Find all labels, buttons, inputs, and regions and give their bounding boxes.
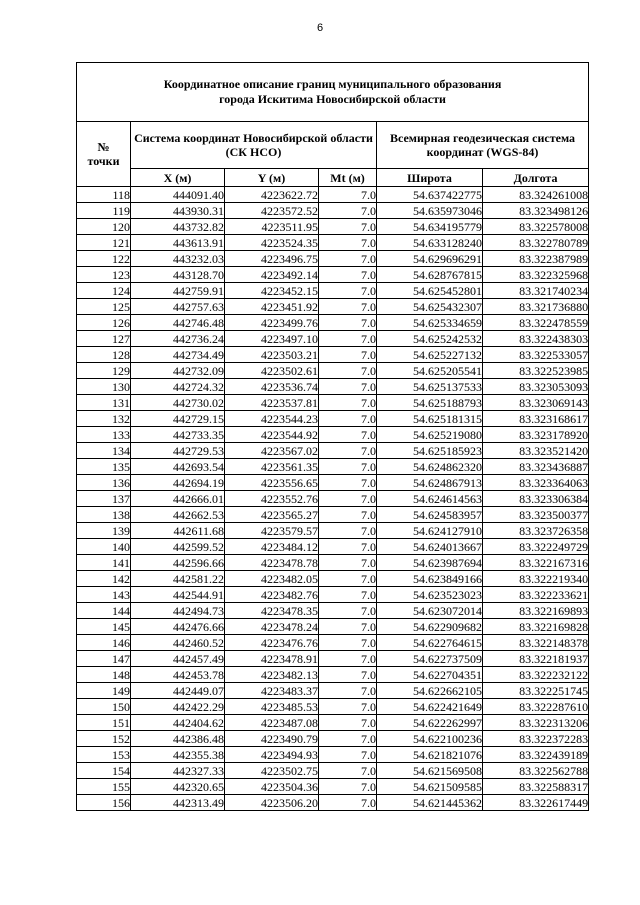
x-cell: 442611.68 [131, 523, 225, 539]
latitude-cell: 54.622909682 [377, 619, 483, 635]
longitude-cell: 83.323436887 [483, 459, 589, 475]
latitude-cell: 54.623523023 [377, 587, 483, 603]
x-cell: 442666.01 [131, 491, 225, 507]
x-cell: 443232.03 [131, 251, 225, 267]
y-cell: 4223478.35 [225, 603, 319, 619]
longitude-cell: 83.322438303 [483, 331, 589, 347]
y-cell: 4223572.52 [225, 203, 319, 219]
latitude-cell: 54.624862320 [377, 459, 483, 475]
table-row [77, 683, 589, 699]
y-cell: 4223506.20 [225, 795, 319, 811]
longitude-cell: 83.323178920 [483, 427, 589, 443]
table-row [77, 667, 589, 683]
latitude-cell: 54.622262997 [377, 715, 483, 731]
point-number-cell: 120 [77, 219, 131, 235]
table-row [77, 475, 589, 491]
latitude-cell: 54.621509585 [377, 779, 483, 795]
table-row [77, 539, 589, 555]
point-number-cell: 121 [77, 235, 131, 251]
longitude-cell: 83.323168617 [483, 411, 589, 427]
point-number-cell: 144 [77, 603, 131, 619]
point-number-cell: 141 [77, 555, 131, 571]
x-cell: 442320.65 [131, 779, 225, 795]
x-cell: 443128.70 [131, 267, 225, 283]
header-point-number-label: точки [87, 154, 120, 168]
latitude-cell: 54.622421649 [377, 699, 483, 715]
y-cell: 4223502.61 [225, 363, 319, 379]
longitude-cell: 83.322578008 [483, 219, 589, 235]
point-number-cell: 118 [77, 187, 131, 203]
mt-cell: 7.0 [319, 747, 377, 763]
mt-cell: 7.0 [319, 555, 377, 571]
x-cell: 442453.78 [131, 667, 225, 683]
x-cell: 442404.62 [131, 715, 225, 731]
x-cell: 442729.53 [131, 443, 225, 459]
y-cell: 4223504.36 [225, 779, 319, 795]
y-cell: 4223556.65 [225, 475, 319, 491]
mt-cell: 7.0 [319, 619, 377, 635]
latitude-cell: 54.622100236 [377, 731, 483, 747]
mt-cell: 7.0 [319, 219, 377, 235]
longitude-cell: 83.323053093 [483, 379, 589, 395]
table-row [77, 731, 589, 747]
x-cell: 443613.91 [131, 235, 225, 251]
point-number-cell: 137 [77, 491, 131, 507]
header-system-nso: Система координат Новосибирской области (СК НСО) [131, 122, 377, 169]
latitude-cell: 54.625432307 [377, 299, 483, 315]
table-row [77, 619, 589, 635]
longitude-cell: 83.322249729 [483, 539, 589, 555]
x-cell: 442422.29 [131, 699, 225, 715]
table-row [77, 779, 589, 795]
longitude-cell: 83.322780789 [483, 235, 589, 251]
mt-cell: 7.0 [319, 363, 377, 379]
y-cell: 4223478.24 [225, 619, 319, 635]
latitude-cell: 54.621821076 [377, 747, 483, 763]
x-cell: 442759.91 [131, 283, 225, 299]
x-cell: 442457.49 [131, 651, 225, 667]
longitude-cell: 83.322387989 [483, 251, 589, 267]
y-cell: 4223552.76 [225, 491, 319, 507]
point-number-cell: 155 [77, 779, 131, 795]
table-row [77, 459, 589, 475]
longitude-cell: 83.323498126 [483, 203, 589, 219]
y-cell: 4223487.08 [225, 715, 319, 731]
table-row [77, 187, 589, 203]
mt-cell: 7.0 [319, 523, 377, 539]
point-number-cell: 147 [77, 651, 131, 667]
point-number-cell: 134 [77, 443, 131, 459]
latitude-cell: 54.637422775 [377, 187, 483, 203]
longitude-cell: 83.322313206 [483, 715, 589, 731]
y-cell: 4223478.78 [225, 555, 319, 571]
coordinates-table [76, 62, 589, 811]
mt-cell: 7.0 [319, 315, 377, 331]
header-mt: Mt (м) [319, 169, 377, 187]
table-body [77, 187, 589, 811]
y-cell: 4223544.92 [225, 427, 319, 443]
x-cell: 442733.35 [131, 427, 225, 443]
table-row [77, 411, 589, 427]
point-number-cell: 152 [77, 731, 131, 747]
mt-cell: 7.0 [319, 187, 377, 203]
x-cell: 442724.32 [131, 379, 225, 395]
longitude-cell: 83.322233621 [483, 587, 589, 603]
y-cell: 4223494.93 [225, 747, 319, 763]
x-cell: 442327.33 [131, 763, 225, 779]
y-cell: 4223451.92 [225, 299, 319, 315]
y-cell: 4223622.72 [225, 187, 319, 203]
longitude-cell: 83.322617449 [483, 795, 589, 811]
mt-cell: 7.0 [319, 267, 377, 283]
page-number: 6 [316, 22, 324, 34]
mt-cell: 7.0 [319, 347, 377, 363]
point-number-cell: 136 [77, 475, 131, 491]
header-point-number-symbol: № [97, 140, 110, 154]
point-number-cell: 123 [77, 267, 131, 283]
table-row [77, 203, 589, 219]
point-number-cell: 130 [77, 379, 131, 395]
table-row [77, 635, 589, 651]
y-cell: 4223499.76 [225, 315, 319, 331]
latitude-cell: 54.622662105 [377, 683, 483, 699]
x-cell: 442386.48 [131, 731, 225, 747]
point-number-cell: 139 [77, 523, 131, 539]
longitude-cell: 83.323069143 [483, 395, 589, 411]
mt-cell: 7.0 [319, 779, 377, 795]
x-cell: 442757.63 [131, 299, 225, 315]
table-row [77, 267, 589, 283]
longitude-cell: 83.322169893 [483, 603, 589, 619]
x-cell: 442693.54 [131, 459, 225, 475]
x-cell: 442694.19 [131, 475, 225, 491]
latitude-cell: 54.623987694 [377, 555, 483, 571]
y-cell: 4223502.75 [225, 763, 319, 779]
table-row [77, 363, 589, 379]
y-cell: 4223496.75 [225, 251, 319, 267]
table-row [77, 699, 589, 715]
mt-cell: 7.0 [319, 587, 377, 603]
latitude-cell: 54.629696291 [377, 251, 483, 267]
mt-cell: 7.0 [319, 603, 377, 619]
x-cell: 442596.66 [131, 555, 225, 571]
mt-cell: 7.0 [319, 251, 377, 267]
x-cell: 442460.52 [131, 635, 225, 651]
latitude-cell: 54.621569508 [377, 763, 483, 779]
table-row [77, 379, 589, 395]
latitude-cell: 54.624614563 [377, 491, 483, 507]
point-number-cell: 142 [77, 571, 131, 587]
latitude-cell: 54.634195779 [377, 219, 483, 235]
header-system-wgs: Всемирная геодезическая система координат (WGS-84) [377, 122, 589, 169]
y-cell: 4223544.23 [225, 411, 319, 427]
x-cell: 442734.49 [131, 347, 225, 363]
longitude-cell: 83.322148378 [483, 635, 589, 651]
x-cell: 442355.38 [131, 747, 225, 763]
table-title [77, 63, 589, 122]
x-cell: 442736.24 [131, 331, 225, 347]
longitude-cell: 83.324261008 [483, 187, 589, 203]
x-cell: 442746.48 [131, 315, 225, 331]
longitude-cell: 83.323521420 [483, 443, 589, 459]
x-cell: 444091.40 [131, 187, 225, 203]
latitude-cell: 54.625137533 [377, 379, 483, 395]
point-number-cell: 150 [77, 699, 131, 715]
table-row [77, 507, 589, 523]
table-row [77, 571, 589, 587]
point-number-cell: 133 [77, 427, 131, 443]
mt-cell: 7.0 [319, 491, 377, 507]
latitude-cell: 54.621445362 [377, 795, 483, 811]
latitude-cell: 54.625452801 [377, 283, 483, 299]
x-cell: 442729.15 [131, 411, 225, 427]
longitude-cell: 83.322219340 [483, 571, 589, 587]
latitude-cell: 54.625205541 [377, 363, 483, 379]
mt-cell: 7.0 [319, 283, 377, 299]
table-row [77, 587, 589, 603]
point-number-cell: 154 [77, 763, 131, 779]
longitude-cell: 83.322533057 [483, 347, 589, 363]
point-number-cell: 146 [77, 635, 131, 651]
y-cell: 4223561.35 [225, 459, 319, 475]
header-point-number [77, 122, 131, 187]
mt-cell: 7.0 [319, 427, 377, 443]
y-cell: 4223482.13 [225, 667, 319, 683]
mt-cell: 7.0 [319, 443, 377, 459]
y-cell: 4223579.57 [225, 523, 319, 539]
point-number-cell: 129 [77, 363, 131, 379]
latitude-cell: 54.624127910 [377, 523, 483, 539]
table-row [77, 555, 589, 571]
longitude-cell: 83.321736880 [483, 299, 589, 315]
y-cell: 4223497.10 [225, 331, 319, 347]
x-cell: 442581.22 [131, 571, 225, 587]
table-row [77, 651, 589, 667]
point-number-cell: 145 [77, 619, 131, 635]
mt-cell: 7.0 [319, 699, 377, 715]
point-number-cell: 151 [77, 715, 131, 731]
longitude-cell: 83.323364063 [483, 475, 589, 491]
mt-cell: 7.0 [319, 475, 377, 491]
y-cell: 4223524.35 [225, 235, 319, 251]
point-number-cell: 135 [77, 459, 131, 475]
table-row [77, 283, 589, 299]
y-cell: 4223485.53 [225, 699, 319, 715]
point-number-cell: 126 [77, 315, 131, 331]
y-cell: 4223452.15 [225, 283, 319, 299]
y-cell: 4223503.21 [225, 347, 319, 363]
mt-cell: 7.0 [319, 651, 377, 667]
header-latitude: Широта [377, 169, 483, 187]
point-number-cell: 143 [77, 587, 131, 603]
point-number-cell: 127 [77, 331, 131, 347]
longitude-cell: 83.322562788 [483, 763, 589, 779]
longitude-cell: 83.322523985 [483, 363, 589, 379]
table-row [77, 763, 589, 779]
latitude-cell: 54.624013667 [377, 539, 483, 555]
y-cell: 4223536.74 [225, 379, 319, 395]
mt-cell: 7.0 [319, 683, 377, 699]
mt-cell: 7.0 [319, 379, 377, 395]
header-longitude: Долгота [483, 169, 589, 187]
mt-cell: 7.0 [319, 507, 377, 523]
longitude-cell: 83.323726358 [483, 523, 589, 539]
x-cell: 442732.09 [131, 363, 225, 379]
y-cell: 4223490.79 [225, 731, 319, 747]
x-cell: 442662.53 [131, 507, 225, 523]
table-row [77, 299, 589, 315]
point-number-cell: 148 [77, 667, 131, 683]
latitude-cell: 54.625242532 [377, 331, 483, 347]
latitude-cell: 54.625185923 [377, 443, 483, 459]
mt-cell: 7.0 [319, 715, 377, 731]
x-cell: 442730.02 [131, 395, 225, 411]
table-row [77, 523, 589, 539]
table-row [77, 747, 589, 763]
longitude-cell: 83.322167316 [483, 555, 589, 571]
table-row [77, 315, 589, 331]
table-row [77, 251, 589, 267]
x-cell: 443732.82 [131, 219, 225, 235]
mt-cell: 7.0 [319, 635, 377, 651]
latitude-cell: 54.622764615 [377, 635, 483, 651]
longitude-cell: 83.323306384 [483, 491, 589, 507]
longitude-cell: 83.322588317 [483, 779, 589, 795]
point-number-cell: 128 [77, 347, 131, 363]
latitude-cell: 54.622737509 [377, 651, 483, 667]
x-cell: 442599.52 [131, 539, 225, 555]
longitude-cell: 83.322439189 [483, 747, 589, 763]
point-number-cell: 131 [77, 395, 131, 411]
latitude-cell: 54.625227132 [377, 347, 483, 363]
latitude-cell: 54.624867913 [377, 475, 483, 491]
header-x: X (м) [131, 169, 225, 187]
latitude-cell: 54.635973046 [377, 203, 483, 219]
longitude-cell: 83.323500377 [483, 507, 589, 523]
table-row [77, 715, 589, 731]
x-cell: 443930.31 [131, 203, 225, 219]
table-row [77, 795, 589, 811]
title-line-1: Координатное описание границ муниципального образования [163, 77, 502, 91]
point-number-cell: 138 [77, 507, 131, 523]
point-number-cell: 140 [77, 539, 131, 555]
longitude-cell: 83.322325968 [483, 267, 589, 283]
header-y: Y (м) [225, 169, 319, 187]
title-line-2: города Искитима Новосибирской области [219, 92, 446, 106]
mt-cell: 7.0 [319, 667, 377, 683]
table-row [77, 395, 589, 411]
point-number-cell: 153 [77, 747, 131, 763]
x-cell: 442313.49 [131, 795, 225, 811]
latitude-cell: 54.625188793 [377, 395, 483, 411]
longitude-cell: 83.322169828 [483, 619, 589, 635]
table-row [77, 219, 589, 235]
latitude-cell: 54.625334659 [377, 315, 483, 331]
y-cell: 4223537.81 [225, 395, 319, 411]
mt-cell: 7.0 [319, 539, 377, 555]
table-row [77, 443, 589, 459]
y-cell: 4223492.14 [225, 267, 319, 283]
longitude-cell: 83.322181937 [483, 651, 589, 667]
mt-cell: 7.0 [319, 571, 377, 587]
mt-cell: 7.0 [319, 235, 377, 251]
table-row [77, 235, 589, 251]
mt-cell: 7.0 [319, 395, 377, 411]
mt-cell: 7.0 [319, 731, 377, 747]
x-cell: 442476.66 [131, 619, 225, 635]
mt-cell: 7.0 [319, 459, 377, 475]
y-cell: 4223567.02 [225, 443, 319, 459]
longitude-cell: 83.321740234 [483, 283, 589, 299]
longitude-cell: 83.322287610 [483, 699, 589, 715]
y-cell: 4223565.27 [225, 507, 319, 523]
mt-cell: 7.0 [319, 795, 377, 811]
x-cell: 442494.73 [131, 603, 225, 619]
longitude-cell: 83.322232122 [483, 667, 589, 683]
table-row [77, 603, 589, 619]
latitude-cell: 54.625181315 [377, 411, 483, 427]
latitude-cell: 54.624583957 [377, 507, 483, 523]
table-row [77, 491, 589, 507]
y-cell: 4223476.76 [225, 635, 319, 651]
mt-cell: 7.0 [319, 299, 377, 315]
point-number-cell: 119 [77, 203, 131, 219]
y-cell: 4223482.76 [225, 587, 319, 603]
table-row [77, 347, 589, 363]
y-cell: 4223478.91 [225, 651, 319, 667]
point-number-cell: 124 [77, 283, 131, 299]
y-cell: 4223482.05 [225, 571, 319, 587]
latitude-cell: 54.628767815 [377, 267, 483, 283]
point-number-cell: 149 [77, 683, 131, 699]
mt-cell: 7.0 [319, 331, 377, 347]
y-cell: 4223511.95 [225, 219, 319, 235]
y-cell: 4223483.37 [225, 683, 319, 699]
point-number-cell: 156 [77, 795, 131, 811]
x-cell: 442449.07 [131, 683, 225, 699]
point-number-cell: 132 [77, 411, 131, 427]
latitude-cell: 54.623849166 [377, 571, 483, 587]
mt-cell: 7.0 [319, 763, 377, 779]
longitude-cell: 83.322251745 [483, 683, 589, 699]
latitude-cell: 54.625219080 [377, 427, 483, 443]
table-row [77, 427, 589, 443]
latitude-cell: 54.633128240 [377, 235, 483, 251]
longitude-cell: 83.322478559 [483, 315, 589, 331]
x-cell: 442544.91 [131, 587, 225, 603]
y-cell: 4223484.12 [225, 539, 319, 555]
latitude-cell: 54.622704351 [377, 667, 483, 683]
mt-cell: 7.0 [319, 203, 377, 219]
table-row [77, 331, 589, 347]
point-number-cell: 122 [77, 251, 131, 267]
longitude-cell: 83.322372283 [483, 731, 589, 747]
point-number-cell: 125 [77, 299, 131, 315]
mt-cell: 7.0 [319, 411, 377, 427]
latitude-cell: 54.623072014 [377, 603, 483, 619]
